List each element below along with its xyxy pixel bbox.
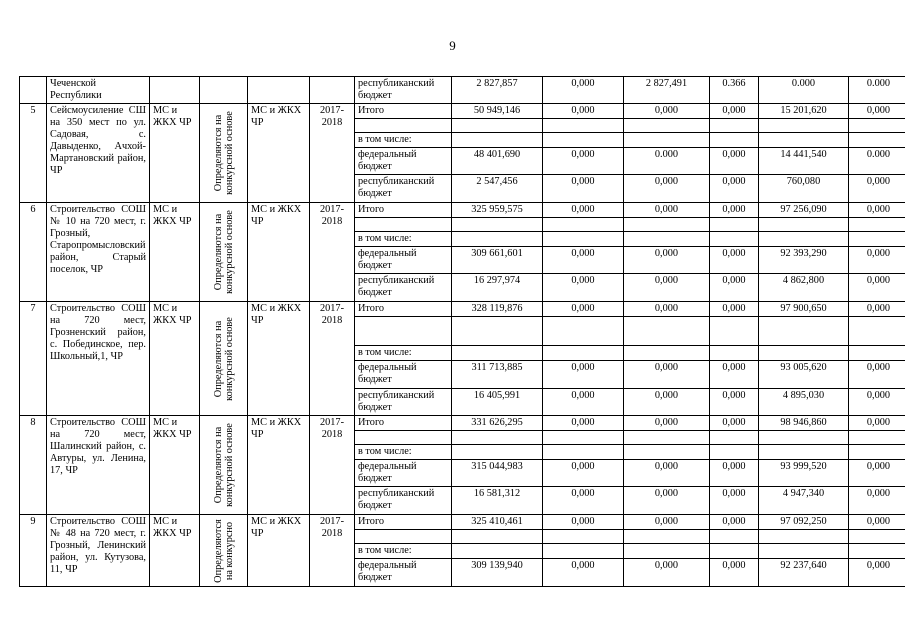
continuation-row — [20, 77, 905, 104]
budget-table — [19, 76, 905, 587]
value-cell: 93 005,620 — [759, 361, 849, 388]
value-cell: 0,000 — [710, 302, 759, 317]
value-cell — [849, 530, 905, 543]
source-cell: федеральный бюджет — [355, 559, 452, 587]
page-number: 9 — [449, 38, 456, 53]
source-cell — [355, 431, 452, 444]
value-cell: 0,000 — [543, 246, 624, 274]
value-cell: 0,000 — [543, 515, 624, 530]
customer-cell: МС и ЖКХ ЧР — [150, 515, 200, 587]
value-cell — [759, 345, 849, 360]
value-cell: 97 256,090 — [759, 203, 849, 218]
value-cell: 0,000 — [543, 559, 624, 587]
customer-cell — [150, 77, 200, 104]
value-cell — [624, 132, 710, 147]
value-cell: 16 581,312 — [452, 487, 543, 515]
manager-cell: МС и ЖКХ ЧР — [248, 302, 310, 416]
value-cell — [624, 431, 710, 444]
value-cell: 4 862,800 — [759, 274, 849, 302]
value-cell: 0,000 — [710, 147, 759, 175]
value-cell: 0,000 — [710, 459, 759, 487]
value-cell: 92 237,640 — [759, 559, 849, 587]
value-cell: 0,000 — [710, 104, 759, 119]
value-cell: 0,000 — [849, 416, 905, 431]
value-cell — [624, 119, 710, 132]
source-cell: федеральный бюджет — [355, 459, 452, 487]
value-cell: 0,000 — [543, 416, 624, 431]
source-cell: в том числе: — [355, 543, 452, 558]
value-cell: 97 900,650 — [759, 302, 849, 317]
source-cell: в том числе: — [355, 231, 452, 246]
value-cell — [710, 231, 759, 246]
source-cell — [355, 119, 452, 132]
value-cell: 309 661,601 — [452, 246, 543, 274]
value-cell: 2 547,456 — [452, 175, 543, 203]
value-cell — [452, 431, 543, 444]
value-cell: 0,000 — [710, 487, 759, 515]
value-cell — [543, 132, 624, 147]
value-cell: 0,000 — [849, 246, 905, 274]
value-cell: 325 959,575 — [452, 203, 543, 218]
table-body — [20, 77, 905, 587]
value-cell — [452, 543, 543, 558]
value-cell: 48 401,690 — [452, 147, 543, 175]
value-cell: 0,000 — [710, 388, 759, 416]
value-cell: 0,000 — [543, 203, 624, 218]
value-cell: 0,000 — [624, 203, 710, 218]
value-cell — [452, 530, 543, 543]
customer-cell: МС и ЖКХ ЧР — [150, 203, 200, 302]
value-cell: 4 947,340 — [759, 487, 849, 515]
source-cell: федеральный бюджет — [355, 246, 452, 274]
manager-cell — [248, 77, 310, 104]
value-cell: 0,000 — [624, 388, 710, 416]
object-name-cell: Строительство СОШ № 48 на 720 мест, г. Грозный, Ленинский район, ул. Кутузова, 11, ЧР — [47, 515, 150, 587]
value-cell: 0.000 — [849, 147, 905, 175]
value-cell — [543, 530, 624, 543]
value-cell: 0,000 — [849, 175, 905, 203]
value-cell: 0.000 — [759, 77, 849, 104]
contractor-text: Определяются на конкурсной основе — [212, 423, 235, 507]
value-cell — [624, 543, 710, 558]
value-cell: 15 201,620 — [759, 104, 849, 119]
value-cell: 0,000 — [710, 515, 759, 530]
value-cell: 328 119,876 — [452, 302, 543, 317]
value-cell — [543, 543, 624, 558]
value-cell: 0,000 — [849, 361, 905, 388]
value-cell — [759, 431, 849, 444]
value-cell — [759, 132, 849, 147]
value-cell: 0,000 — [849, 104, 905, 119]
value-cell: 2 827,857 — [452, 77, 543, 104]
value-cell: 0,000 — [624, 246, 710, 274]
value-cell — [624, 530, 710, 543]
contractor-cell — [200, 416, 248, 515]
value-cell: 0,000 — [849, 274, 905, 302]
contractor-text: Определяются на конкурсно — [212, 518, 235, 583]
period-cell: 2017-2018 — [310, 515, 355, 587]
value-cell — [759, 444, 849, 459]
value-cell: 315 044,983 — [452, 459, 543, 487]
value-cell — [759, 530, 849, 543]
value-cell: 0,000 — [710, 203, 759, 218]
value-cell: 0,000 — [543, 388, 624, 416]
source-cell — [355, 530, 452, 543]
value-cell: 0,000 — [710, 361, 759, 388]
value-cell: 0,000 — [849, 515, 905, 530]
value-cell: 93 999,520 — [759, 459, 849, 487]
customer-cell: МС и ЖКХ ЧР — [150, 302, 200, 416]
value-cell: 331 626,295 — [452, 416, 543, 431]
contractor-text: Определяются на конкурсной основе — [212, 111, 235, 195]
value-cell — [543, 119, 624, 132]
value-cell: 0,000 — [849, 203, 905, 218]
num-cell: 5 — [20, 104, 47, 203]
source-cell: федеральный бюджет — [355, 361, 452, 388]
manager-cell: МС и ЖКХ ЧР — [248, 104, 310, 203]
value-cell: 0,000 — [624, 104, 710, 119]
value-cell — [710, 218, 759, 231]
value-cell — [543, 444, 624, 459]
num-cell — [20, 77, 47, 104]
value-cell — [710, 444, 759, 459]
source-cell: республиканский бюджет — [355, 175, 452, 203]
value-cell — [849, 218, 905, 231]
value-cell — [543, 317, 624, 346]
contractor-cell — [200, 203, 248, 302]
value-cell: 0,000 — [849, 459, 905, 487]
value-cell — [452, 444, 543, 459]
value-cell — [452, 119, 543, 132]
value-cell: 0,000 — [849, 302, 905, 317]
manager-cell: МС и ЖКХ ЧР — [248, 416, 310, 515]
value-cell: 0,000 — [710, 246, 759, 274]
value-cell: 0,000 — [710, 416, 759, 431]
num-cell: 8 — [20, 416, 47, 515]
value-cell: 0,000 — [710, 559, 759, 587]
source-cell: Итого — [355, 515, 452, 530]
source-cell: федеральный бюджет — [355, 147, 452, 175]
value-cell — [849, 444, 905, 459]
value-cell: 2 827,491 — [624, 77, 710, 104]
source-cell: Итого — [355, 203, 452, 218]
contractor-cell — [200, 302, 248, 416]
value-cell — [710, 317, 759, 346]
num-cell: 7 — [20, 302, 47, 416]
value-cell: 0,000 — [624, 515, 710, 530]
value-cell — [849, 543, 905, 558]
value-cell — [759, 317, 849, 346]
value-cell — [543, 345, 624, 360]
value-cell: 0,000 — [543, 302, 624, 317]
object-name-cell: Сейсмоусиление СШ на 350 мест по ул. Садовая, с. Давыденко, Ачхой-Мартановский район, ЧР — [47, 104, 150, 203]
source-cell: республиканский бюджет — [355, 487, 452, 515]
value-cell: 4 895,030 — [759, 388, 849, 416]
period-cell: 2017-2018 — [310, 203, 355, 302]
value-cell: 0,000 — [624, 274, 710, 302]
period-cell: 2017-2018 — [310, 104, 355, 203]
value-cell — [759, 543, 849, 558]
value-cell — [543, 231, 624, 246]
value-cell — [759, 218, 849, 231]
object-name-cell: Чеченской Республики — [47, 77, 150, 104]
manager-cell: МС и ЖКХ ЧР — [248, 203, 310, 302]
value-cell — [624, 317, 710, 346]
period-cell — [310, 77, 355, 104]
value-cell — [452, 218, 543, 231]
value-cell — [452, 231, 543, 246]
value-cell — [710, 543, 759, 558]
value-cell — [452, 132, 543, 147]
value-cell — [543, 218, 624, 231]
value-cell: 325 410,461 — [452, 515, 543, 530]
source-cell: республиканский бюджет — [355, 274, 452, 302]
value-cell — [452, 317, 543, 346]
object-name-cell: Строительство СОШ № 10 на 720 мест, г. Грозный, Старопромысловский район, Старый поселок, ЧР — [47, 203, 150, 302]
period-cell: 2017-2018 — [310, 416, 355, 515]
source-cell: в том числе: — [355, 444, 452, 459]
value-cell: 0,000 — [624, 175, 710, 203]
value-cell: 0,000 — [624, 559, 710, 587]
value-cell: 0,000 — [624, 416, 710, 431]
value-cell: 0,000 — [543, 104, 624, 119]
value-cell: 50 949,146 — [452, 104, 543, 119]
contractor-cell — [200, 104, 248, 203]
source-cell: Итого — [355, 416, 452, 431]
value-cell — [624, 444, 710, 459]
value-cell: 0,000 — [849, 487, 905, 515]
source-cell: республиканский бюджет — [355, 77, 452, 104]
value-cell: 0,000 — [624, 459, 710, 487]
source-cell: в том числе: — [355, 132, 452, 147]
value-cell — [849, 119, 905, 132]
project-row — [20, 302, 905, 317]
source-cell: республиканский бюджет — [355, 388, 452, 416]
project-row — [20, 515, 905, 530]
value-cell — [710, 431, 759, 444]
source-cell: Итого — [355, 104, 452, 119]
value-cell: 0,000 — [543, 175, 624, 203]
value-cell — [849, 231, 905, 246]
project-row — [20, 104, 905, 119]
value-cell — [624, 345, 710, 360]
contractor-cell — [200, 515, 248, 587]
contractor-text: Определяются на конкурсной основе — [212, 210, 235, 294]
value-cell: 311 713,885 — [452, 361, 543, 388]
contractor-cell — [200, 77, 248, 104]
project-row — [20, 203, 905, 218]
value-cell: 0,000 — [543, 147, 624, 175]
manager-cell: МС и ЖКХ ЧР — [248, 515, 310, 587]
value-cell: 0,000 — [849, 559, 905, 587]
value-cell — [759, 231, 849, 246]
value-cell — [710, 119, 759, 132]
value-cell: 0.000 — [849, 77, 905, 104]
value-cell — [710, 530, 759, 543]
value-cell: 0,000 — [543, 487, 624, 515]
customer-cell: МС и ЖКХ ЧР — [150, 416, 200, 515]
value-cell — [543, 431, 624, 444]
value-cell: 0.000 — [624, 147, 710, 175]
value-cell: 92 393,290 — [759, 246, 849, 274]
value-cell — [759, 119, 849, 132]
value-cell — [710, 345, 759, 360]
value-cell: 0,000 — [543, 274, 624, 302]
value-cell: 16 405,991 — [452, 388, 543, 416]
source-cell: в том числе: — [355, 345, 452, 360]
num-cell: 9 — [20, 515, 47, 587]
value-cell — [849, 431, 905, 444]
contractor-text: Определяются на конкурсной основе — [212, 316, 235, 401]
value-cell: 760,080 — [759, 175, 849, 203]
value-cell: 98 946,860 — [759, 416, 849, 431]
value-cell: 0,000 — [849, 388, 905, 416]
period-cell: 2017-2018 — [310, 302, 355, 416]
value-cell: 0,000 — [543, 459, 624, 487]
value-cell: 97 092,250 — [759, 515, 849, 530]
value-cell: 309 139,940 — [452, 559, 543, 587]
source-cell — [355, 317, 452, 346]
value-cell — [624, 218, 710, 231]
source-cell — [355, 218, 452, 231]
object-name-cell: Строительство СОШ на 720 мест, Шалинский район, с. Автуры, ул. Ленина, 17, ЧР — [47, 416, 150, 515]
value-cell: 0,000 — [543, 77, 624, 104]
value-cell — [624, 231, 710, 246]
value-cell: 0,000 — [710, 274, 759, 302]
value-cell: 0,000 — [710, 175, 759, 203]
project-row — [20, 416, 905, 431]
value-cell: 0,000 — [624, 487, 710, 515]
value-cell: 16 297,974 — [452, 274, 543, 302]
value-cell — [452, 345, 543, 360]
value-cell: 0,000 — [624, 302, 710, 317]
customer-cell: МС и ЖКХ ЧР — [150, 104, 200, 203]
num-cell: 6 — [20, 203, 47, 302]
object-name-cell: Строительство СОШ на 720 мест, Грозненский район, с. Побединское, пер. Школьный,1, ЧР — [47, 302, 150, 416]
value-cell: 14 441,540 — [759, 147, 849, 175]
value-cell: 0.366 — [710, 77, 759, 104]
value-cell — [849, 132, 905, 147]
value-cell — [710, 132, 759, 147]
source-cell: Итого — [355, 302, 452, 317]
value-cell — [849, 345, 905, 360]
value-cell — [849, 317, 905, 346]
value-cell: 0,000 — [543, 361, 624, 388]
value-cell: 0,000 — [624, 361, 710, 388]
